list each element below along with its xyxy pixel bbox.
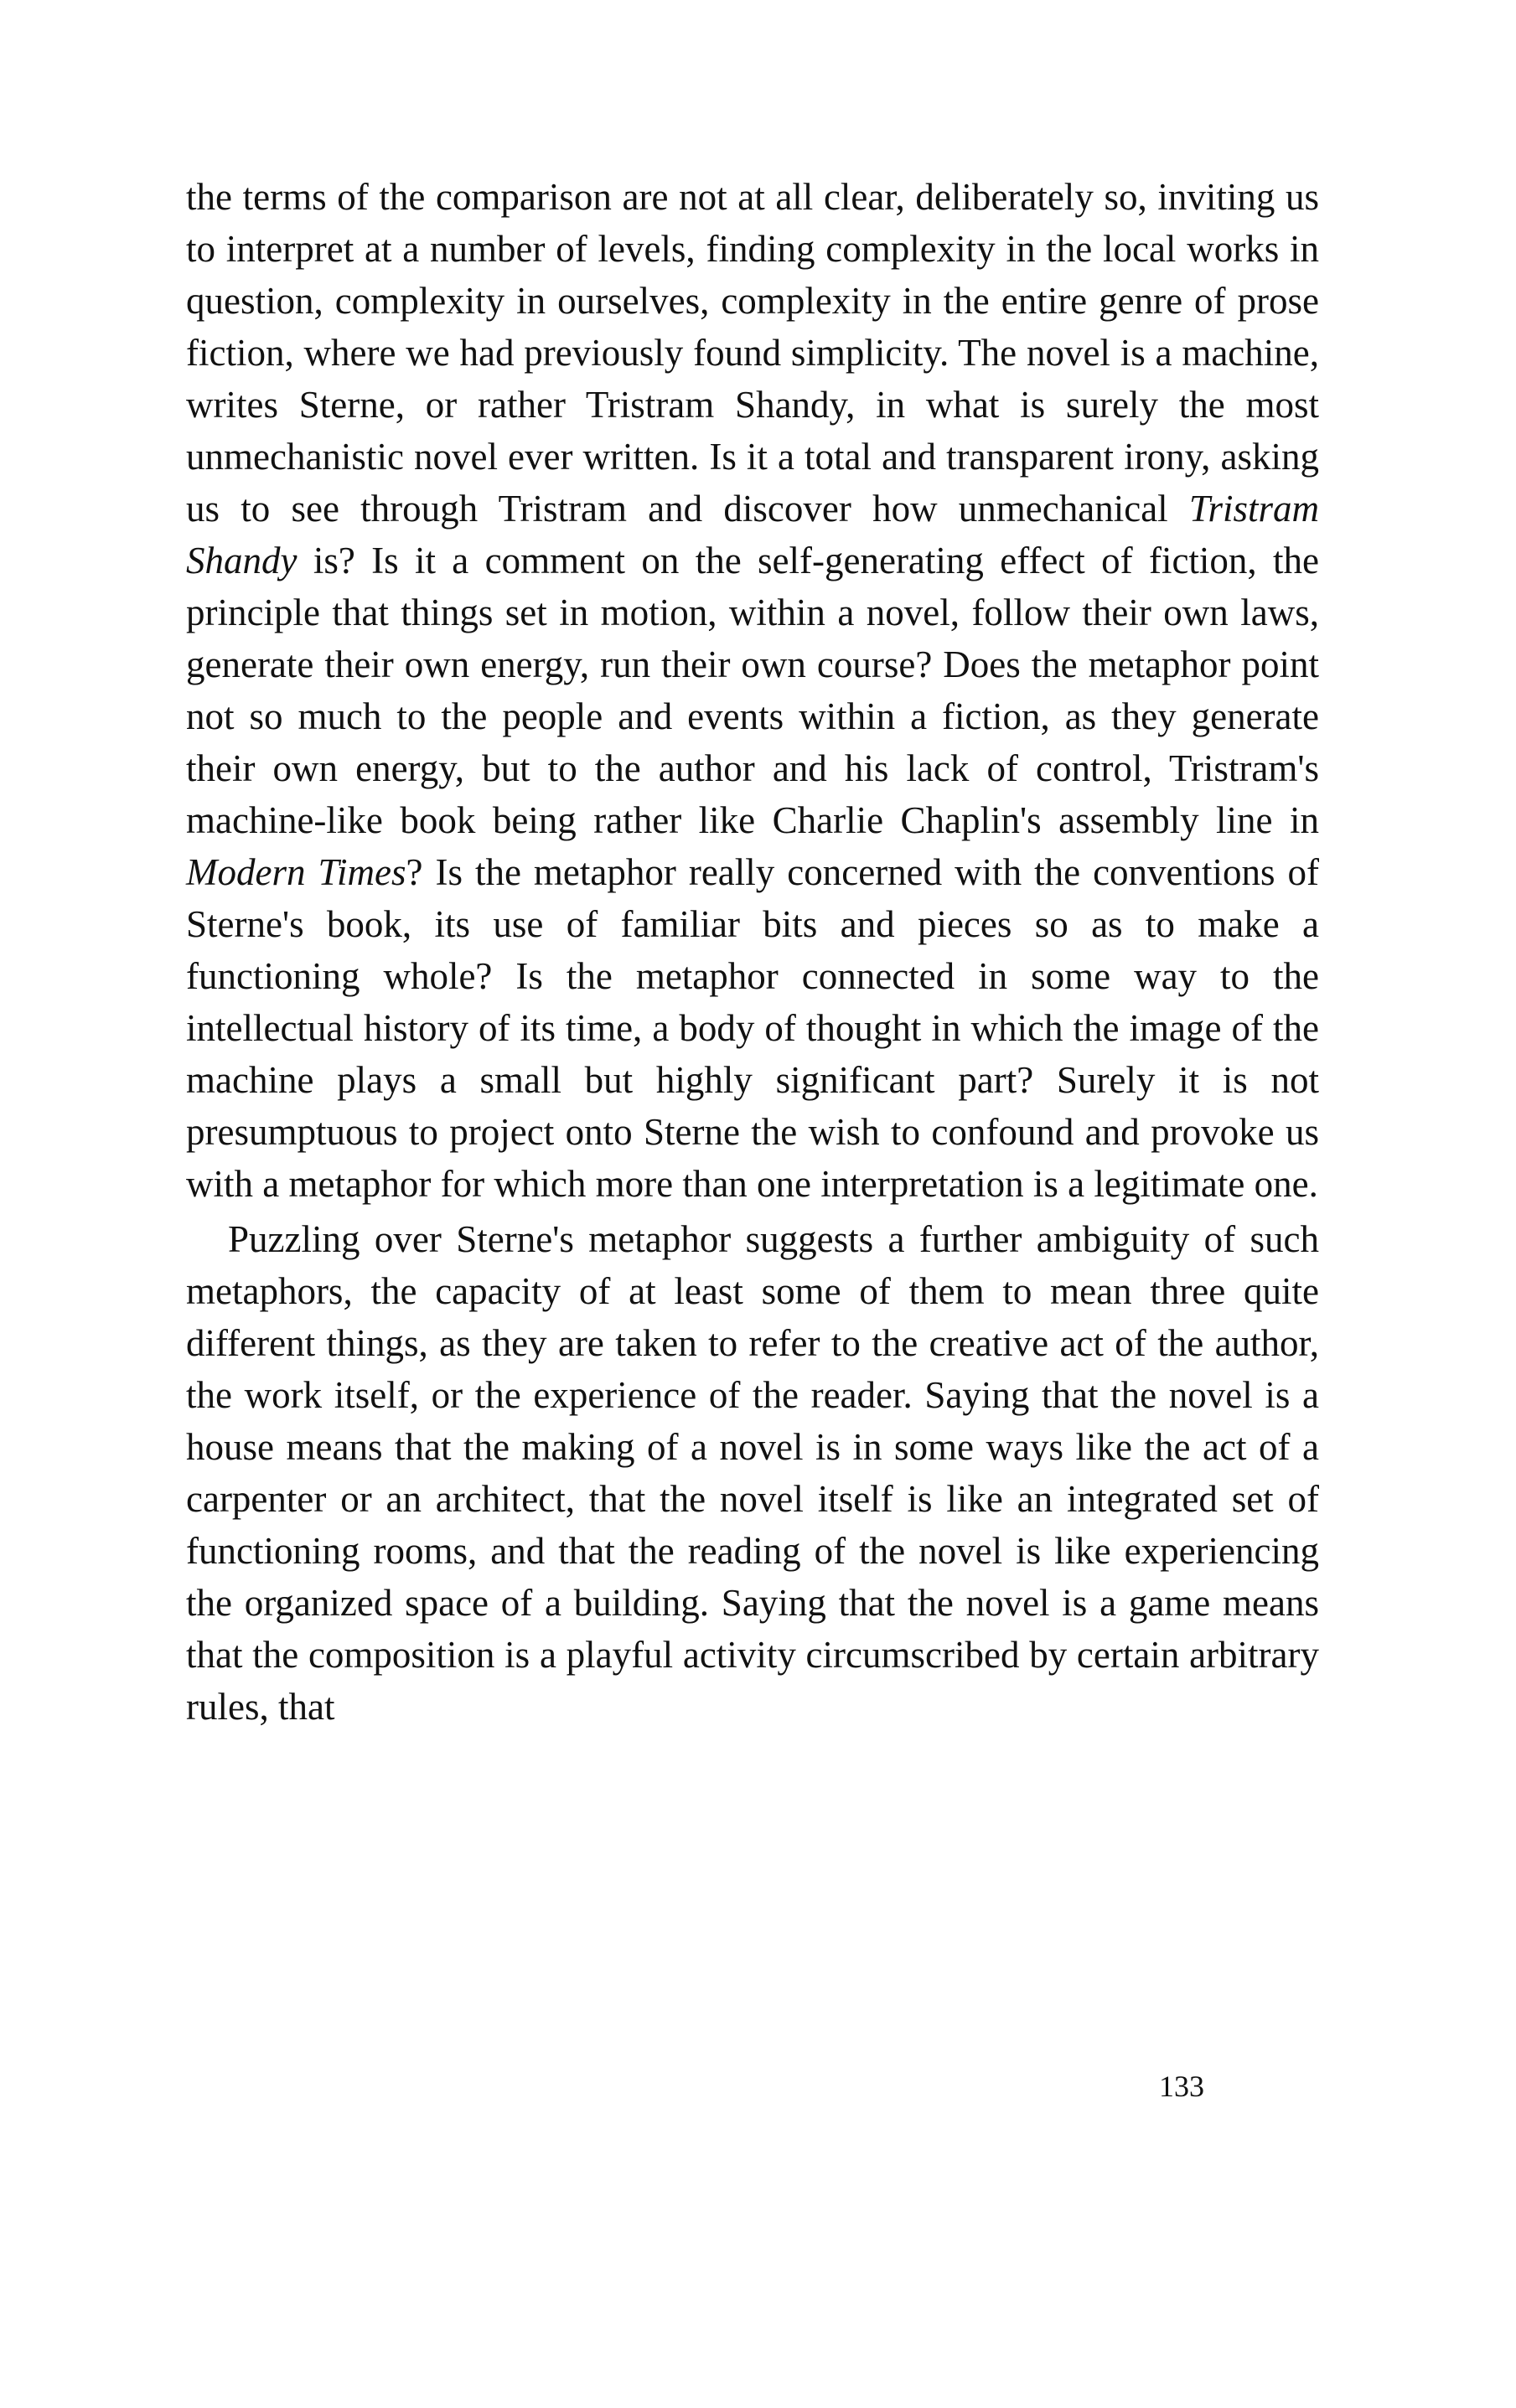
paragraph-2-text: Puzzling over Sterne's metaphor suggests a further ambiguity of such metaphors, the capacity of at least some of them to mean three quite different things, as they are taken to refer to the creative act of the author, the work itself, or the experience of the reader. Saying that the novel is a house means that the making of a novel is in some ways like the act of a carpenter or an architect, that the novel itself is like an integrated set of functioning rooms, and that the reading of the novel is like experiencing the organized space of a building. Saying that the novel is a game means that the composition is a playful activity circumscribed by certain arbitrary rules, that	[186, 1218, 1319, 1728]
body-text	[186, 171, 1319, 1733]
page-number: 133	[1159, 2070, 1204, 2103]
title-modern-times: Modern Times	[186, 851, 406, 893]
paragraph-2	[186, 1213, 1319, 1733]
paragraph-1-text-a: the terms of the comparison are not at all clear, deliberately so, inviting us to interpret at a number of levels, finding complexity in the local works in question, complexity in ourselves, complexity in the entire genre of prose fiction, where we had previously found simplicity. The novel is a machine, writes Sterne, or rather Tristram Shandy, in what is surely the most unmechanistic novel ever written. Is it a total and transparent irony, asking us to see through Tristram and discover how unmechanical	[186, 176, 1319, 530]
paragraph-1	[186, 171, 1319, 1210]
paragraph-1-text-b: is? Is it a comment on the self-generating effect of fiction, the principle that things set in motion, within a novel, follow their own laws, generate their own energy, run their own course? Does the metaphor point not so much to the people and events within a fiction, as they generate their own energy, but to the author and his lack of control, Tristram's machine-like book being rather like Charlie Chaplin's assembly line in	[186, 540, 1319, 841]
paragraph-1-text-c: ? Is the metaphor really concerned with the conventions of Sterne's book, its use of familiar bits and pieces so as to make a functioning whole? Is the metaphor connected in some way to the intellectual history of its time, a body of thought in which the image of the machine plays a small but highly significant part? Surely it is not presumptuous to project onto Sterne the wish to confound and provoke us with a metaphor for which more than one interpretation is a legitimate one.	[186, 851, 1320, 1205]
title-tristram-shandy: Tristram Shandy	[186, 488, 1319, 581]
